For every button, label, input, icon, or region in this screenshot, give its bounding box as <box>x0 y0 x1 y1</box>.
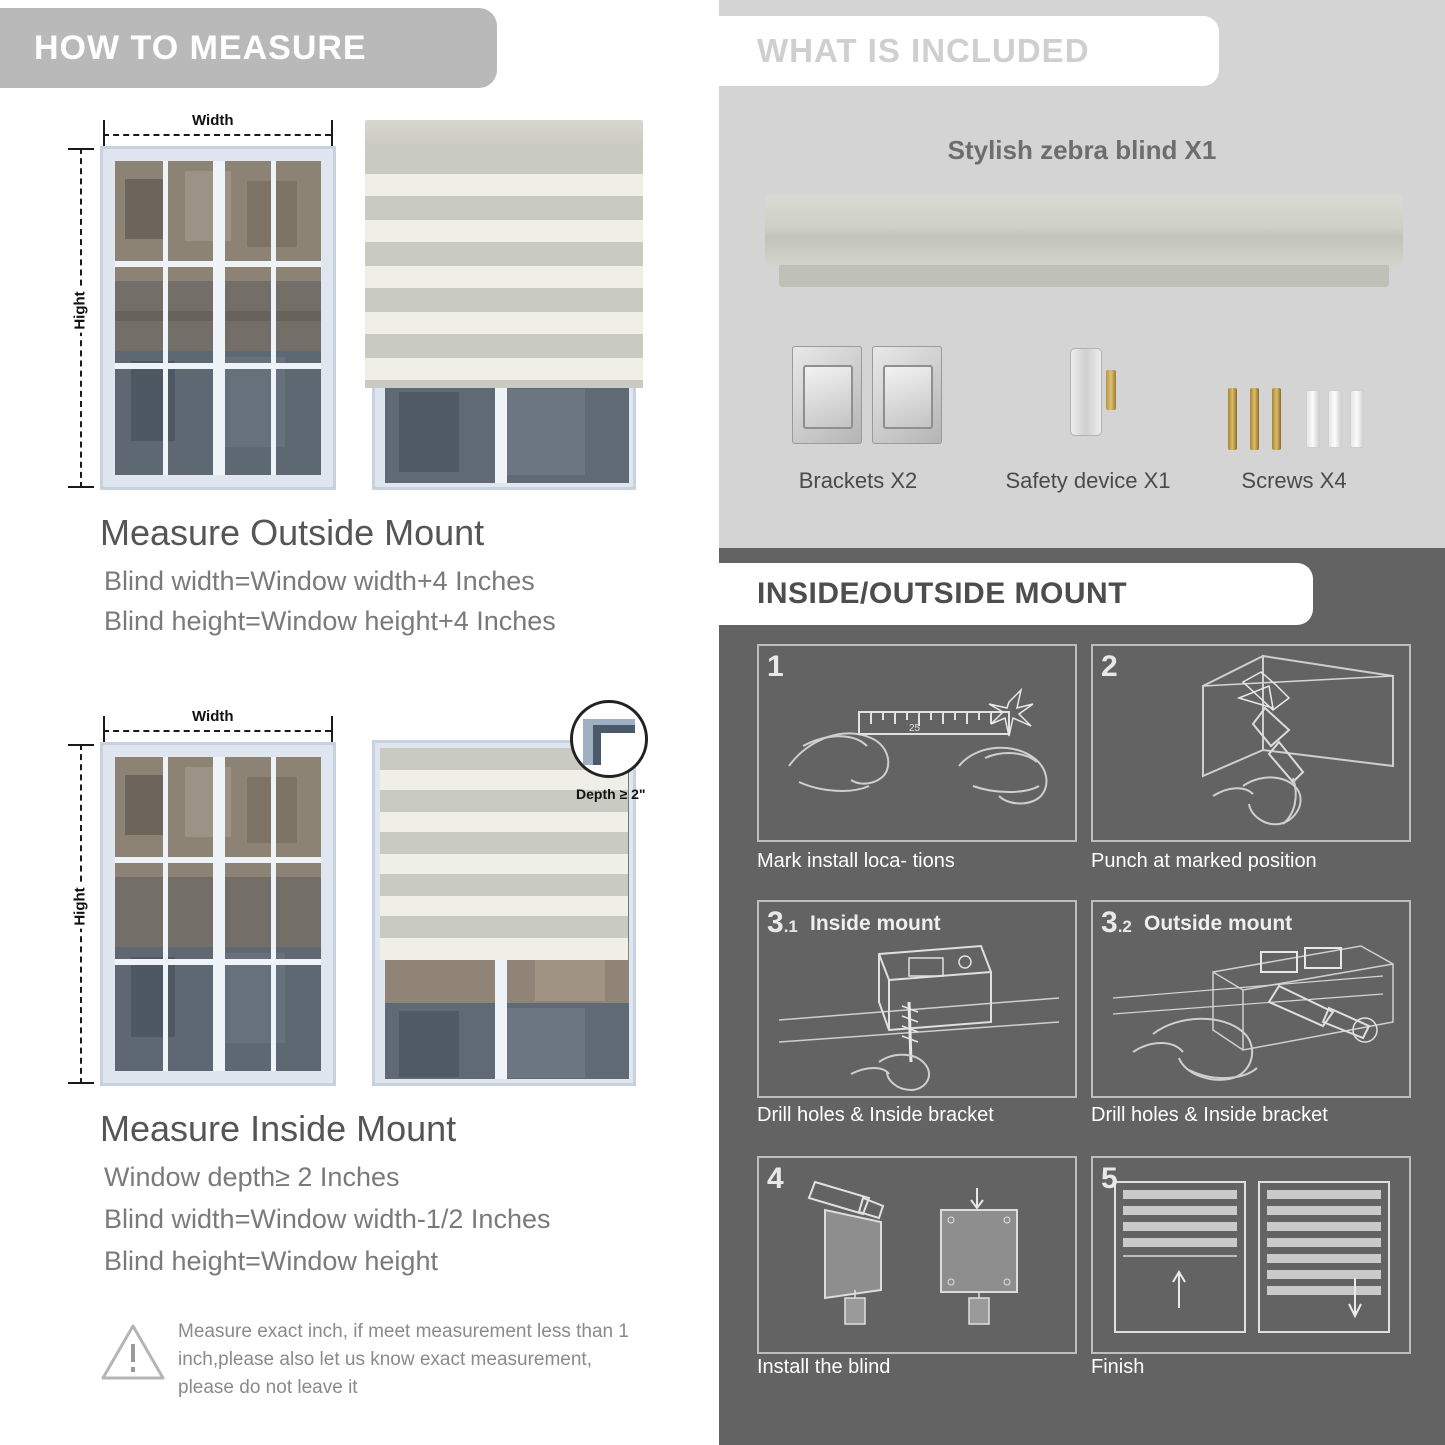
screws-label: Screws X4 <box>1241 468 1347 493</box>
screw-icon-1 <box>1228 388 1237 450</box>
step-5-figure <box>1091 1156 1411 1354</box>
step-2-figure <box>1091 644 1411 842</box>
brackets-label: Brackets X2 <box>798 468 918 493</box>
step-3-1-number: 3.1 <box>767 906 798 939</box>
step-1-figure <box>757 644 1077 842</box>
depth-callout-circle <box>570 700 648 778</box>
inside-mount-title: Measure Inside Mount <box>100 1108 457 1149</box>
outside-height-label: Hight <box>72 288 89 332</box>
outside-height-tick-top <box>68 148 94 150</box>
step-1-number: 1 <box>767 650 784 683</box>
outside-width-dim-line <box>103 134 331 136</box>
outside-width-label: Width <box>188 112 238 129</box>
outside-height-tick-bottom <box>68 486 94 488</box>
inside-width-dim-line <box>103 730 331 732</box>
included-main-item-label: Stylish zebra blind X1 <box>947 135 1217 165</box>
bracket-icon-1 <box>792 346 862 444</box>
window-outside-mount <box>100 146 336 490</box>
outside-mount-line-1: Blind width=Window width+4 Inches <box>104 566 535 596</box>
bracket-icon-2 <box>872 346 942 444</box>
inside-width-tick-right <box>331 716 333 744</box>
step-3-2-number: 3.2 <box>1101 906 1132 939</box>
step-1-caption: Mark install loca- tions <box>757 850 955 872</box>
screw-icon-3 <box>1272 388 1281 450</box>
inside-width-label: Width <box>188 708 238 725</box>
step-4-number: 4 <box>767 1162 784 1195</box>
wall-anchor-icon-2 <box>1328 390 1342 448</box>
safety-device-label: Safety device X1 <box>1005 468 1171 493</box>
inside-mount-line-2: Blind width=Window width-1/2 Inches <box>104 1204 551 1234</box>
how-to-measure-header <box>0 8 497 88</box>
step-2-number: 2 <box>1101 650 1118 683</box>
step-5-number: 5 <box>1101 1162 1118 1195</box>
how-to-measure-title: HOW TO MEASURE <box>34 28 367 67</box>
zebra-blind-headrail <box>765 195 1403 265</box>
outside-mount-line-2: Blind height=Window height+4 Inches <box>104 606 556 636</box>
step-4-figure <box>757 1156 1077 1354</box>
outside-width-tick-left <box>103 120 105 148</box>
step-4-caption: Install the blind <box>757 1356 891 1378</box>
safety-device-icon <box>1070 348 1102 436</box>
svg-text:25: 25 <box>909 723 921 734</box>
wall-anchor-icon-1 <box>1306 390 1320 448</box>
zebra-blind-outside <box>365 150 643 388</box>
step-3-2-caption: Drill holes & Inside bracket <box>1091 1104 1328 1126</box>
blind-valance-outside <box>365 120 643 154</box>
inside-mount-line-1: Window depth≥ 2 Inches <box>104 1162 400 1192</box>
step-3-2-inline-label: Outside mount <box>1144 912 1293 935</box>
what-is-included-title: WHAT IS INCLUDED <box>757 32 1090 69</box>
inside-mount-line-3: Blind height=Window height <box>104 1246 438 1276</box>
zebra-blind-inside <box>380 748 628 960</box>
step-3-1-inline-label: Inside mount <box>810 912 941 935</box>
inside-outside-mount-header <box>719 563 1313 625</box>
zebra-blind-headrail-bottom <box>779 265 1389 287</box>
warning-text: Measure exact inch, if meet measurement less than 1 inch,please also let us know exact measurement, please do not leave it <box>178 1321 629 1398</box>
screw-icon-2 <box>1250 388 1259 450</box>
depth-label: Depth ≥ 2" <box>576 786 646 802</box>
inside-height-tick-top <box>68 744 94 746</box>
step-5-caption: Finish <box>1091 1356 1145 1378</box>
wall-anchor-icon-3 <box>1350 390 1364 448</box>
window-inside-mount <box>100 742 336 1086</box>
outside-mount-title: Measure Outside Mount <box>100 512 485 553</box>
step-2-caption: Punch at marked position <box>1091 850 1317 872</box>
step-3-1-caption: Drill holes & Inside bracket <box>757 1104 994 1126</box>
inside-height-label: Hight <box>72 884 89 928</box>
inside-height-tick-bottom <box>68 1082 94 1084</box>
inside-width-tick-left <box>103 716 105 744</box>
how-to-measure-panel <box>0 0 712 1445</box>
outside-width-tick-right <box>331 120 333 148</box>
what-is-included-header <box>719 16 1219 86</box>
safety-device-screw-icon <box>1106 370 1116 410</box>
warning-triangle-icon <box>100 1322 166 1382</box>
inside-outside-mount-title: INSIDE/OUTSIDE MOUNT <box>757 577 1128 610</box>
